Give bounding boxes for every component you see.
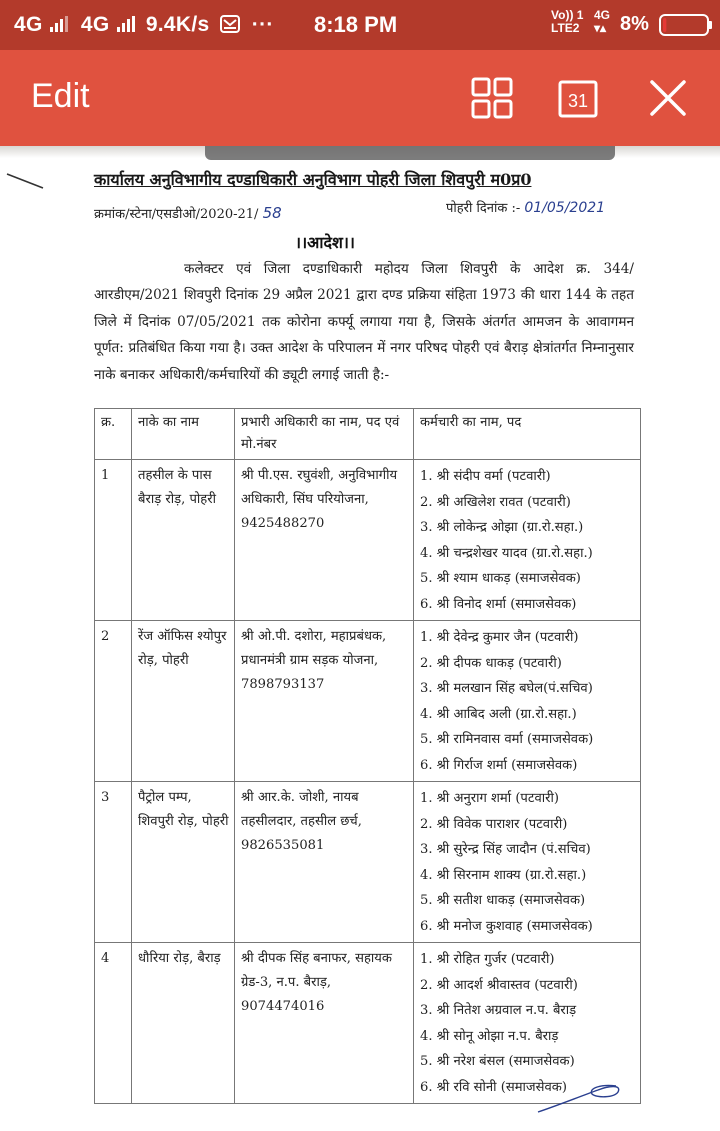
date-label: पोहरी दिनांक :- [446, 201, 521, 216]
signal-icon [49, 16, 69, 32]
edit-title[interactable]: Edit [31, 77, 90, 115]
staff-item: 3. श्री नितेश अग्रवाल न.प. बैराड़ [420, 1003, 577, 1018]
volte-line-2: LTE2 [551, 21, 580, 35]
network-type-1: 4G [14, 13, 43, 36]
volte-indicator [551, 9, 583, 35]
grid-icon [468, 74, 516, 122]
pen-stroke-mark [5, 170, 45, 192]
calendar-icon [554, 74, 602, 122]
row-officer: श्री पी.एस. रघुवंशी, अनुविभागीय अधिकारी, सिंघ परियोजना, 9425488270 [235, 460, 414, 621]
staff-item: 1. श्री देवेन्द्र कुमार जैन (पटवारी) [420, 630, 579, 645]
duty-table [94, 408, 641, 1104]
staff-item: 2. श्री आदर्श श्रीवास्तव (पटवारी) [420, 977, 578, 993]
staff-list [420, 786, 636, 939]
grid-view-button[interactable] [468, 74, 516, 122]
row-serial: 4 [95, 943, 132, 1104]
network-small-indicator [594, 9, 610, 35]
staff-item: 1. श्री अनुराग शर्मा (पटवारी) [420, 791, 559, 806]
battery-percent: 8% [620, 13, 649, 35]
staff-item: 4. श्री सोनू ओझा न.प. बैराड़ [420, 1028, 559, 1044]
header-staff: कर्मचारी का नाम, पद [414, 409, 641, 460]
row-serial: 2 [95, 621, 132, 782]
battery-icon [659, 14, 713, 36]
signal-icon [116, 16, 136, 32]
staff-list [420, 464, 636, 617]
row-officer: श्री दीपक सिंह बनाफर, सहायक ग्रेड-3, न.प. बैराड़, 9074474016 [235, 943, 414, 1104]
row-officer: श्री आर.के. जोशी, नायब तहसीलदार, तहसील छर्च, 9826535081 [235, 782, 414, 943]
staff-item: 4. श्री चन्द्रशेखर यादव (ग्रा.रो.सहा.) [420, 545, 593, 561]
reference-handwritten: 58 [262, 204, 282, 222]
row-officer: श्री ओ.पी. दशोरा, महाप्रबंधक, प्रधानमंत्री ग्राम सड़क योजना, 7898793137 [235, 621, 414, 782]
staff-item: 5. श्री रामिनवास वर्मा (समाजसेवक) [420, 732, 594, 747]
close-icon [644, 74, 692, 122]
staff-item: 5. श्री श्याम धाकड़ (समाजसेवक) [420, 571, 581, 586]
row-naka: पैट्रोल पम्प, शिवपुरी रोड़, पोहरी [132, 782, 235, 943]
calendar-button[interactable] [554, 74, 602, 122]
staff-item: 6. श्री रवि सोनी (समाजसेवक) [420, 1079, 567, 1095]
more-notifications: ··· [251, 13, 274, 36]
row-naka: तहसील के पास बैराड़ रोड़, पोहरी [132, 460, 235, 621]
volte-line-1: Vo)) 1 [551, 8, 584, 22]
staff-item: 3. श्री मलखान सिंह बघेल(पं.सचिव) [420, 681, 593, 696]
table-row [95, 782, 641, 943]
staff-item: 2. श्री अखिलेश रावत (पटवारी) [420, 494, 571, 510]
reference-number [94, 204, 282, 222]
staff-item: 4. श्री सिरनाम शाक्य (ग्रा.रो.सहा.) [420, 867, 587, 883]
data-arrows-icon: ▾▴ [594, 21, 607, 35]
staff-item: 2. श्री विवेक पाराशर (पटवारी) [420, 816, 568, 832]
network-type-2: 4G [80, 13, 110, 36]
reference-prefix: क्रमांक/स्टेना/एसडीओ/2020-21/ [94, 207, 259, 222]
staff-item: 6. श्री गिर्राज शर्मा (समाजसेवक) [420, 757, 578, 773]
paper-fold-shadow [205, 146, 615, 160]
staff-item: 1. श्री रोहित गुर्जर (पटवारी) [420, 952, 555, 967]
office-header: कार्यालय अनुविभागीय दण्डाधिकारी अनुविभाग पोहरी जिला शिवपुरी म0प्र0 [94, 170, 532, 189]
row-naka: धौरिया रोड़, बैराड़ [132, 943, 235, 1104]
header-naka: नाके का नाम [132, 409, 235, 460]
staff-item: 6. श्री विनोद शर्मा (समाजसेवक) [420, 596, 577, 612]
status-bar [0, 0, 720, 50]
staff-item: 1. श्री संदीप वर्मा (पटवारी) [420, 469, 551, 484]
close-button[interactable] [644, 74, 692, 122]
staff-item: 4. श्री आबिद अली (ग्रा.रो.सहा.) [420, 706, 577, 722]
mail-notification-icon [220, 15, 240, 33]
table-header-row [95, 409, 641, 460]
staff-item: 6. श्री मनोज कुशवाह (समाजसेवक) [420, 918, 593, 934]
row-staff [414, 621, 641, 782]
staff-item: 3. श्री सुरेन्द्र सिंह जादौन (पं.सचिव) [420, 842, 591, 857]
header-officer: प्रभारी अधिकारी का नाम, पद एवं मो.नंबर [235, 409, 414, 460]
order-date [446, 198, 605, 216]
staff-list [420, 625, 636, 778]
staff-item: 5. श्री नरेश बंसल (समाजसेवक) [420, 1054, 575, 1069]
date-handwritten: 01/05/2021 [524, 200, 606, 216]
order-title: ।।आदेश।। [295, 233, 355, 252]
row-staff [414, 460, 641, 621]
network-small-label: 4G [594, 8, 611, 22]
table-row [95, 621, 641, 782]
order-body: कलेक्टर एवं जिला दण्डाधिकारी महोदय जिला शिवपुरी के आदेश क्र. 344/आरडीएम/2021 शिवपुरी दिनांक 29 अप्रैल 2021 द्वारा दण्ड प्रक्रिया संहिता 1973 की धारा 144 के तहत जिले में दिनांक 07/05/2021 तक कोरोना कर्फ्यू लगाया गया है, जिसके अंतर्गत आमजन के आवागमन पूर्णत: प्रतिबंधित किया गया है। उक्त आदेश के परिपालन में नगर परिषद पोहरी एवं बैराड़ क्षेत्रांतर्गत निम्नानुसार नाके बनाकर अधिकारी/कर्मचारियों की ड्यूटी लगाई जाती है:- [94, 261, 634, 383]
signature [536, 1076, 626, 1116]
row-staff [414, 782, 641, 943]
row-serial: 3 [95, 782, 132, 943]
staff-item: 2. श्री दीपक धाकड़ (पटवारी) [420, 655, 562, 671]
document-image [0, 146, 720, 1131]
staff-item: 3. श्री लोकेन्द्र ओझा (ग्रा.रो.सहा.) [420, 520, 584, 535]
app-bar [0, 50, 720, 146]
row-naka: रेंज ऑफिस श्योपुर रोड़, पोहरी [132, 621, 235, 782]
header-serial: क्र. [95, 409, 132, 460]
staff-item: 5. श्री सतीश धाकड़ (समाजसेवक) [420, 893, 586, 908]
clock: 8:18 PM [314, 12, 398, 37]
row-serial: 1 [95, 460, 132, 621]
table-row [95, 460, 641, 621]
data-speed: 9.4K/s [145, 13, 210, 36]
status-left [14, 13, 274, 37]
calendar-day: 31 [567, 91, 589, 111]
